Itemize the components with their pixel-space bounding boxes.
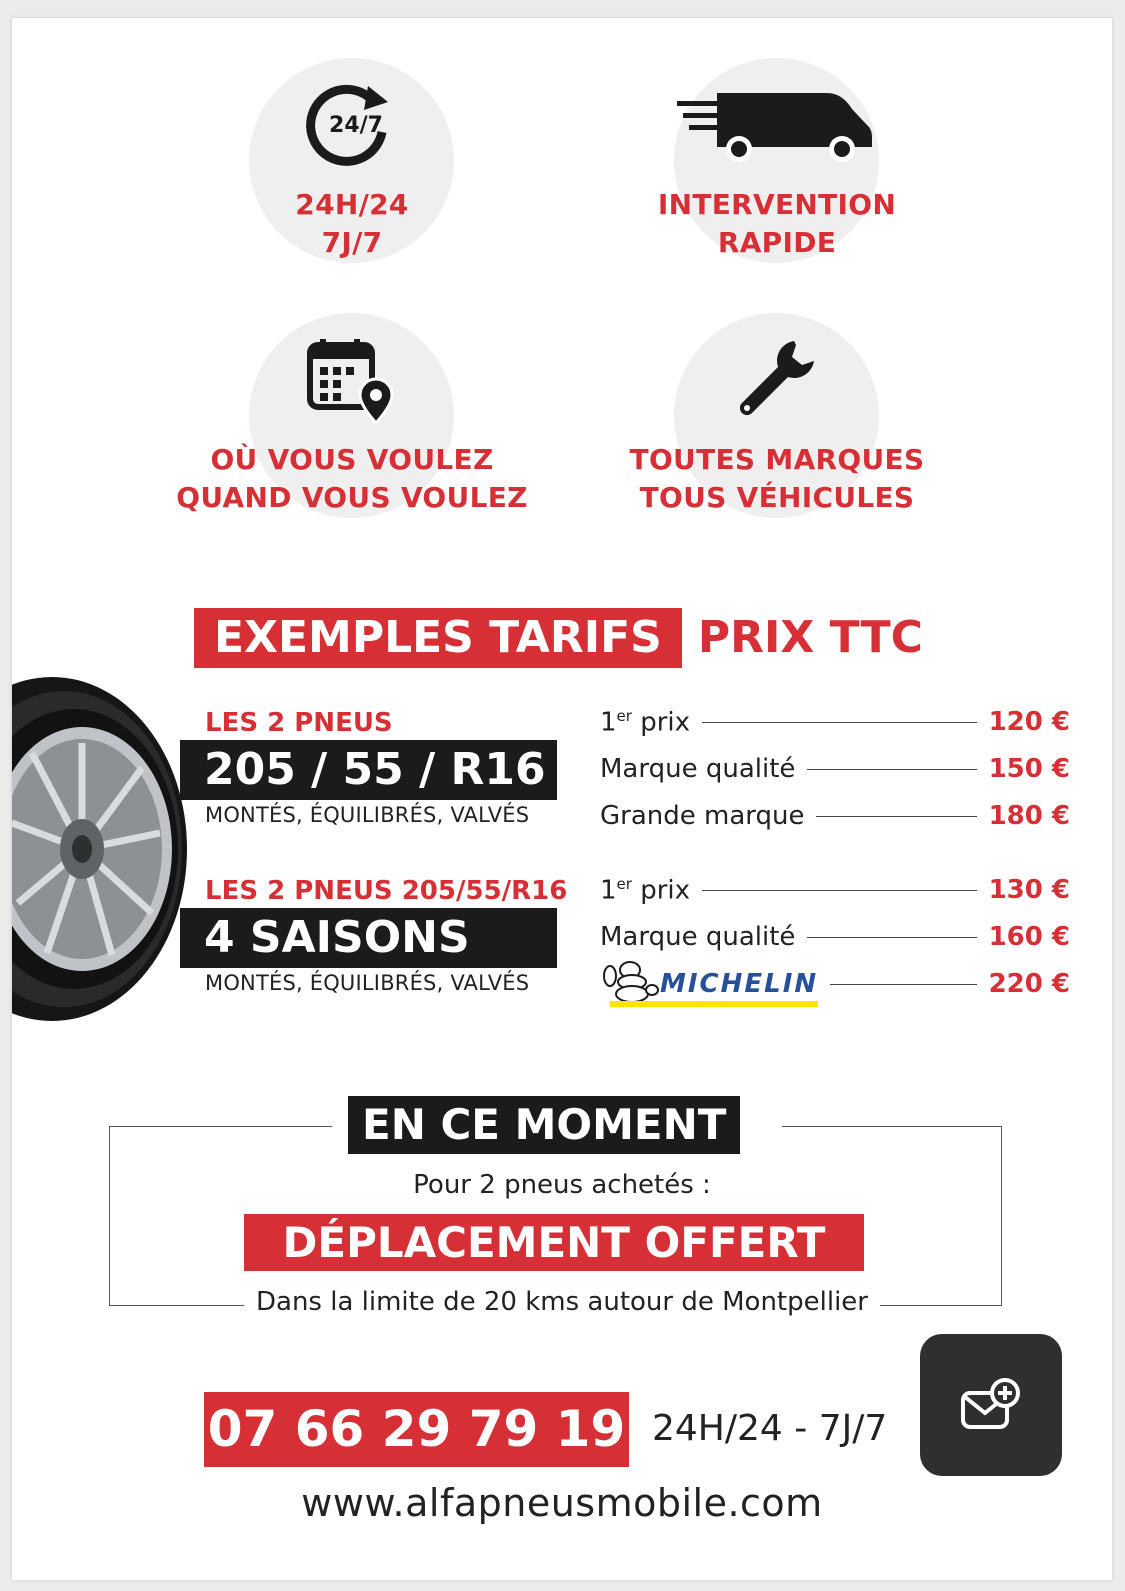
feature-line2: TOUS VÉHICULES [639, 481, 915, 514]
group1-note: MONTÉS, ÉQUILIBRÉS, VALVÉS [205, 803, 530, 827]
feature-line1: OÙ VOUS VOULEZ [210, 443, 494, 476]
price-row [600, 749, 1070, 789]
phone-number[interactable]: 07 66 29 79 19 [204, 1392, 629, 1467]
price-label: 1er prix [600, 706, 691, 738]
price-leader-line [702, 890, 977, 891]
website-link[interactable]: www.alfapneusmobile.com [301, 1481, 823, 1525]
price-value: 220 € [988, 969, 1070, 999]
group2-note: MONTÉS, ÉQUILIBRÉS, VALVÉS [205, 971, 530, 995]
tarifs-subtitle: PRIX TTC [697, 612, 923, 663]
tarifs-title: EXEMPLES TARIFS [194, 608, 682, 668]
price-value: 180 € [988, 801, 1070, 831]
price-label: Grande marque [600, 801, 805, 831]
price-leader-line [830, 984, 976, 985]
price-value: 120 € [988, 707, 1070, 737]
price-row [600, 796, 1070, 836]
feature-line2: RAPIDE [717, 226, 837, 259]
group2-name: 4 SAISONS [180, 908, 557, 968]
price-leader-line [702, 722, 977, 723]
offer-highlight: DÉPLACEMENT OFFERT [244, 1214, 864, 1271]
van-icon [567, 80, 987, 170]
clock-icon-text: 24/7 [329, 113, 383, 138]
mail-add-button[interactable] [920, 1334, 1062, 1476]
group1-label: LES 2 PNEUS [205, 708, 393, 738]
feature-line1: TOUTES MARQUES [629, 443, 925, 476]
clock-24-7-icon [142, 80, 562, 170]
calendar-location-icon [142, 335, 562, 425]
feature-label [567, 441, 987, 517]
feature-brands [567, 313, 987, 523]
feature-label [567, 186, 987, 262]
price-label: Marque qualité [600, 922, 796, 952]
offer-line1: Pour 2 pneus achetés : [413, 1170, 711, 1200]
price-leader-line [807, 769, 976, 770]
michelin-logo: MICHELIN [600, 960, 818, 1008]
price-row [600, 917, 1070, 957]
feature-line2: QUAND VOUS VOULEZ [176, 481, 528, 514]
group1-name: 205 / 55 / R16 [180, 740, 557, 800]
price-value: 150 € [988, 754, 1070, 784]
price-value: 160 € [988, 922, 1070, 952]
price-row [600, 870, 1070, 910]
price-leader-line [807, 937, 976, 938]
feature-location [142, 313, 562, 523]
offer-condition: Dans la limite de 20 kms autour de Montpellier [12, 1287, 1112, 1317]
price-value: 130 € [988, 875, 1070, 905]
tarifs-header [194, 608, 923, 668]
feature-intervention [567, 58, 987, 268]
group2-label: LES 2 PNEUS 205/55/R16 [205, 876, 568, 906]
feature-label [142, 186, 562, 262]
feature-label [142, 441, 562, 517]
feature-line1: 24H/24 [295, 188, 409, 221]
tire-image [12, 673, 192, 1025]
mail-add-icon [959, 1377, 1023, 1433]
price-leader-line [816, 816, 976, 817]
wrench-icon [567, 335, 987, 425]
hours-text: 24H/24 - 7J/7 [652, 1408, 888, 1449]
price-label: Marque qualité [600, 754, 796, 784]
feature-24-7 [142, 58, 562, 268]
feature-line1: INTERVENTION [657, 188, 897, 221]
price-row [600, 964, 1070, 1004]
price-label: 1er prix [600, 874, 691, 906]
offer-title: EN CE MOMENT [348, 1096, 740, 1154]
feature-line2: 7J/7 [321, 226, 383, 259]
price-row [600, 702, 1070, 742]
